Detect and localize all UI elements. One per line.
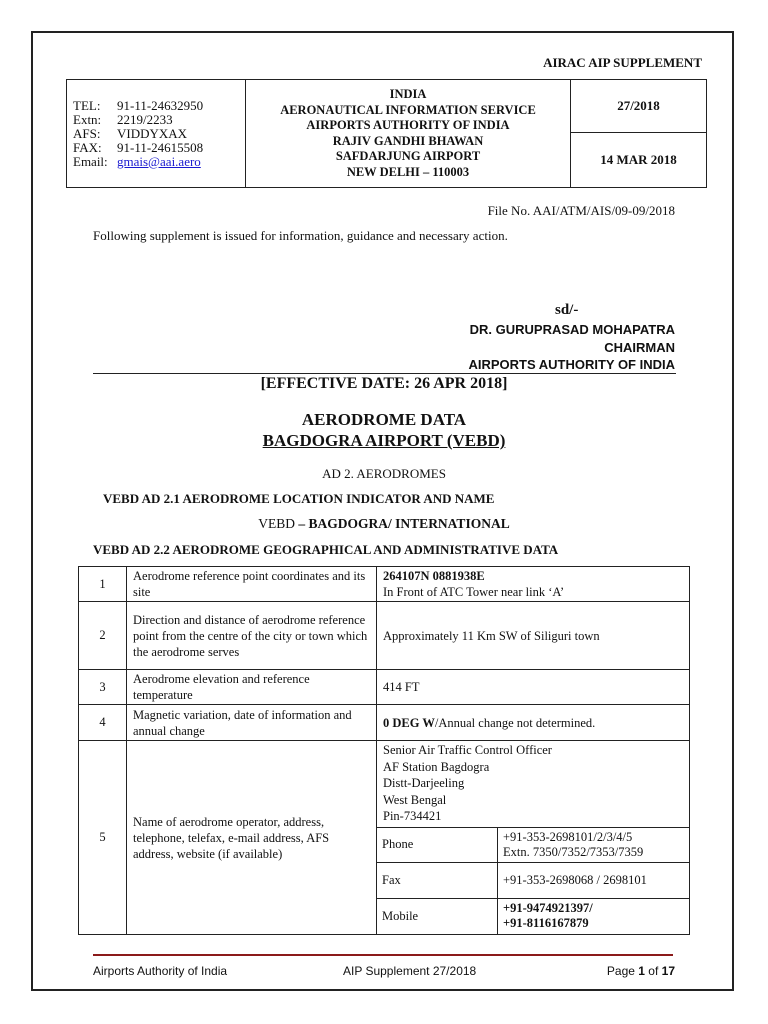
page-number: Page 1 of 17 <box>606 964 675 978</box>
supplement-title: AIRAC AIP SUPPLEMENT <box>543 55 702 70</box>
title-line-1: AERODROME DATA <box>301 410 467 429</box>
aerodrome-data-table <box>78 566 690 935</box>
authority-block: INDIA AERONAUTICAL INFORMATION SERVICE AIRPORTS AUTHORITY OF INDIA RAJIV GANDHI BHAWAN SAFDARJUNG AIRPORT NEW DELHI – 110003 <box>246 80 571 188</box>
table-row: 5 Name of aerodrome operator, address, telephone, telefax, e-mail address, AFS address, website (if available) Senior Air Traffic Control Officer AF Station Bagdogra Distt-Darjeeling West Bengal Pin-734421 Phone +91-353-2698101/2/3/4/5 Extn. 7350/7352/7353/7359 Fax +91-353-2698068 / 2698101 Mobile +91-9474921397/ +91-8116167879 <box>79 741 690 935</box>
operator-contacts: Phone +91-353-2698101/2/3/4/5 Extn. 7350/7352/7353/7359 Fax +91-353-2698068 / 2698101 Mobile +91-9474921397/ +91-8116167879 <box>377 827 689 935</box>
operator-address: Senior Air Traffic Control Officer AF Station Bagdogra Distt-Darjeeling West Bengal Pin-734421 <box>383 743 552 823</box>
signer-block <box>390 321 675 374</box>
contact-tel: TEL: 91-11-24632950 <box>73 97 204 113</box>
signer-org: AIRPORTS AUTHORITY OF INDIA <box>468 357 675 372</box>
contact-afs: AFS: VIDDYXAX <box>73 125 188 141</box>
table-row: 2 Direction and distance of aerodrome reference point from the centre of the city or town which the aerodrome serves Approximately 11 Km SW of Siliguri town <box>79 602 690 670</box>
footer-left: Airports Authority of India <box>93 964 228 978</box>
effective-date: [EFFECTIVE DATE: 26 APR 2018] <box>260 375 508 392</box>
ident-code: VEBD <box>258 516 296 531</box>
divider <box>93 373 676 374</box>
footer-rule <box>93 954 673 956</box>
document-title <box>0 409 768 451</box>
location-identifier <box>0 516 768 532</box>
footer-middle: AIP Supplement 27/2018 <box>343 964 477 978</box>
ident-name: – BAGDOGRA/ INTERNATIONAL <box>298 516 510 531</box>
table-row: 1 Aerodrome reference point coordinates and its site 264107N 0881938E In Front of ATC Tower near link ‘A’ <box>79 567 690 602</box>
contact-email: Email: gmais@aai.aero <box>73 153 201 169</box>
supplement-date: 14 MAR 2018 <box>571 133 707 188</box>
signer-name: DR. GURUPRASAD MOHAPATRA <box>469 322 675 337</box>
intro-text: Following supplement is issued for information, guidance and necessary action. <box>93 228 508 243</box>
section-heading-2-2: VEBD AD 2.2 AERODROME GEOGRAPHICAL AND ADMINISTRATIVE DATA <box>93 542 559 557</box>
email-link[interactable]: gmais@aai.aero <box>117 153 201 169</box>
supplement-number: 27/2018 <box>571 80 707 133</box>
section-heading-2-1: VEBD AD 2.1 AERODROME LOCATION INDICATOR AND NAME <box>103 491 495 506</box>
table-row: 4 Magnetic variation, date of information and annual change 0 DEG W/Annual change not determined. <box>79 705 690 741</box>
contact-fax: FAX: 91-11-24615508 <box>73 139 204 155</box>
title-line-2: BAGDOGRA AIRPORT (VEBD) <box>262 431 506 450</box>
signer-title: CHAIRMAN <box>604 339 675 355</box>
table-row: 3 Aerodrome elevation and reference temperature 414 FT <box>79 670 690 705</box>
header-table <box>66 79 707 188</box>
contact-extn: Extn: 2219/2233 <box>73 111 173 127</box>
signature: sd/- <box>555 302 579 318</box>
file-number: File No. AAI/ATM/AIS/09-09/2018 <box>487 203 675 218</box>
ad-heading: AD 2. AERODROMES <box>322 466 446 481</box>
contact-block <box>67 80 246 188</box>
